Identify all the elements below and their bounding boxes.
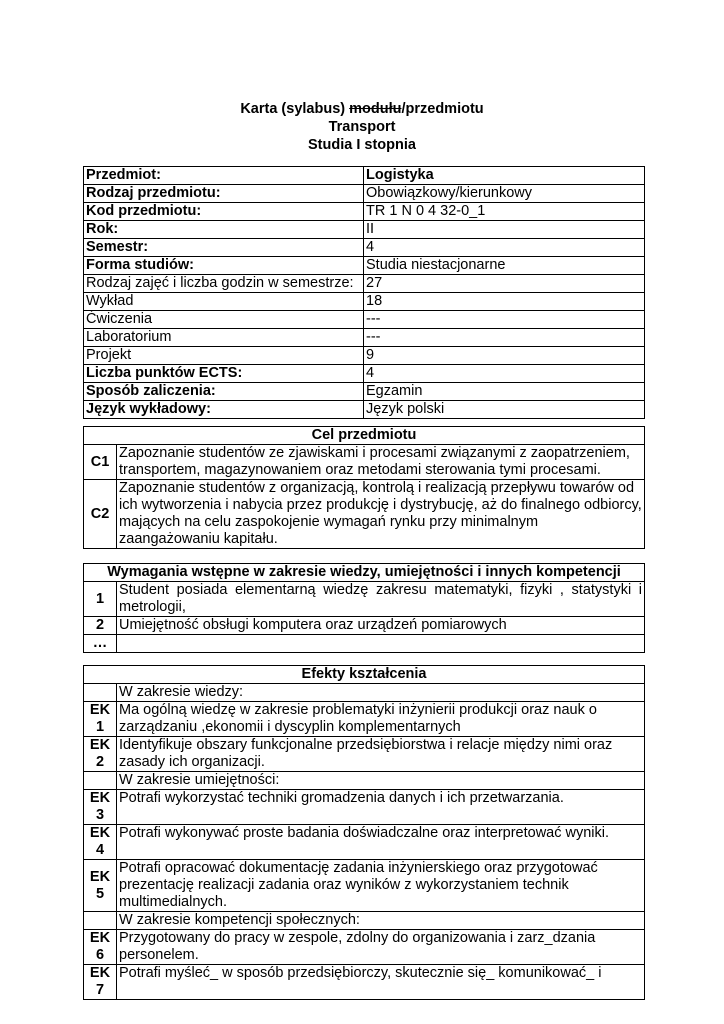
requirement-text: Student posiada elementarną wiedzę zakresu matematyki, fizyki , statystyki i metrologii,: [117, 582, 645, 617]
outcome-text: Potrafi wykonywać proste badania doświadczalne oraz interpretować wyniki.: [117, 825, 645, 860]
info-label: Liczba punktów ECTS:: [84, 365, 364, 383]
table-header-row: [84, 564, 645, 582]
table-row: [84, 582, 645, 617]
info-value: 18: [364, 293, 645, 311]
table-row: [84, 480, 645, 549]
outcome-code: EK 6: [84, 930, 117, 965]
table-row: [84, 185, 645, 203]
requirement-text: Umiejętność obsługi komputera oraz urządzeń pomiarowych: [117, 617, 645, 635]
info-label: Język wykładowy:: [84, 401, 364, 419]
table-row: [84, 329, 645, 347]
info-value: Język polski: [364, 401, 645, 419]
learning-outcomes-table: [83, 665, 645, 1000]
outcome-code: EK 1: [84, 702, 117, 737]
section-heading: Efekty kształcenia: [84, 666, 645, 684]
outcome-subsection: W zakresie umiejętności:: [117, 772, 645, 790]
empty-cell: [84, 684, 117, 702]
info-value: Studia niestacjonarne: [364, 257, 645, 275]
info-value: Egzamin: [364, 383, 645, 401]
info-label: Ćwiczenia: [84, 311, 364, 329]
outcome-code: EK 4: [84, 825, 117, 860]
info-value: 4: [364, 239, 645, 257]
table-row: [84, 167, 645, 185]
table-row: [84, 365, 645, 383]
section-heading: Cel przedmiotu: [84, 427, 645, 445]
outcome-text: Identyfikuje obszary funkcjonalne przedsiębiorstwa i relacje między nimi oraz zasady ich organizacji.: [117, 737, 645, 772]
outcome-code: EK 5: [84, 860, 117, 912]
info-label: Laboratorium: [84, 329, 364, 347]
info-label: Projekt: [84, 347, 364, 365]
info-label: Semestr:: [84, 239, 364, 257]
info-value: II: [364, 221, 645, 239]
info-label: Wykład: [84, 293, 364, 311]
outcome-text: Potrafi wykorzystać techniki gromadzenia danych i ich przetwarzania.: [117, 790, 645, 825]
requirement-code: …: [84, 635, 117, 653]
table-row: [84, 257, 645, 275]
info-value: 4: [364, 365, 645, 383]
title-line-1: Karta (sylabus) modułu/przedmiotu: [240, 101, 484, 117]
title-line-2: Transport: [328, 119, 396, 135]
table-row: [84, 275, 645, 293]
outcome-subsection: W zakresie wiedzy:: [117, 684, 645, 702]
outcome-text: Przygotowany do pracy w zespole, zdolny do organizowania i zarz_dzania personelem.: [117, 930, 645, 965]
empty-cell: [84, 772, 117, 790]
goal-code: C2: [84, 480, 117, 549]
section-heading: Wymagania wstępne w zakresie wiedzy, umiejętności i innych kompetencji: [84, 564, 645, 582]
table-row: [84, 737, 645, 772]
empty-cell: [84, 912, 117, 930]
requirement-code: 2: [84, 617, 117, 635]
table-row: [84, 221, 645, 239]
info-label: Rok:: [84, 221, 364, 239]
table-row: [84, 965, 645, 1000]
course-info-table: [83, 166, 645, 419]
info-label: Rodzaj przedmiotu:: [84, 185, 364, 203]
table-row: [84, 702, 645, 737]
goal-code: C1: [84, 445, 117, 480]
outcome-subsection: W zakresie kompetencji społecznych:: [117, 912, 645, 930]
outcome-code: EK 2: [84, 737, 117, 772]
table-row: [84, 684, 645, 702]
table-row: [84, 293, 645, 311]
table-row: [84, 311, 645, 329]
info-value: 27: [364, 275, 645, 293]
info-label: Kod przedmiotu:: [84, 203, 364, 221]
info-value: 9: [364, 347, 645, 365]
table-row: [84, 912, 645, 930]
goal-text: Zapoznanie studentów ze zjawiskami i procesami związanymi z zaopatrzeniem, transportem, magazynowaniem oraz metodami sterowania tymi procesami.: [117, 445, 645, 480]
info-value: ---: [364, 329, 645, 347]
table-row: [84, 617, 645, 635]
outcome-code: EK 3: [84, 790, 117, 825]
table-row: [84, 445, 645, 480]
info-value: Obowiązkowy/kierunkowy: [364, 185, 645, 203]
struck-word: modułu: [349, 101, 402, 117]
table-row: [84, 383, 645, 401]
prerequisites-table: [83, 563, 645, 653]
info-value: TR 1 N 0 4 32-0_1: [364, 203, 645, 221]
requirement-code: 1: [84, 582, 117, 617]
table-row: [84, 790, 645, 825]
table-row: [84, 860, 645, 912]
table-row: [84, 401, 645, 419]
table-row: [84, 239, 645, 257]
table-row: [84, 635, 645, 653]
outcome-text: Ma ogólną wiedzę w zakresie problematyki inżynierii produkcji oraz nauk o zarządzaniu ,ekonomii i dyscyplin komplementarnych: [117, 702, 645, 737]
document-title: [0, 100, 724, 154]
outcome-text: Potrafi opracować dokumentację zadania inżynierskiego oraz przygotować prezentację realizacji zadania oraz wyników z wykorzystaniem technik multimedialnych.: [117, 860, 645, 912]
title-line-3: Studia I stopnia: [308, 137, 416, 153]
requirement-text: [117, 635, 645, 653]
table-row: [84, 825, 645, 860]
table-row: [84, 203, 645, 221]
table-header-row: [84, 666, 645, 684]
table-row: [84, 930, 645, 965]
goal-text: Zapoznanie studentów z organizacją, kontrolą i realizacją przepływu towarów od ich wytworzenia i nabycia przez produkcję i dystrybucję, aż do finalnego odbiorcy, mających na celu zaspokojenie wymagań rynku przy minimalnym zaangażowaniu kapitału.: [117, 480, 645, 549]
info-label: Rodzaj zajęć i liczba godzin w semestrze:: [84, 275, 364, 293]
info-label: Przedmiot:: [84, 167, 364, 185]
table-row: [84, 772, 645, 790]
info-label: Sposób zaliczenia:: [84, 383, 364, 401]
course-goals-table: [83, 426, 645, 549]
info-label: Forma studiów:: [84, 257, 364, 275]
outcome-code: EK 7: [84, 965, 117, 1000]
table-row: [84, 347, 645, 365]
info-value: ---: [364, 311, 645, 329]
outcome-text: Potrafi myśleć_ w sposób przedsiębiorczy, skutecznie się_ komunikować_ i: [117, 965, 645, 1000]
info-value: Logistyka: [364, 167, 645, 185]
table-header-row: [84, 427, 645, 445]
